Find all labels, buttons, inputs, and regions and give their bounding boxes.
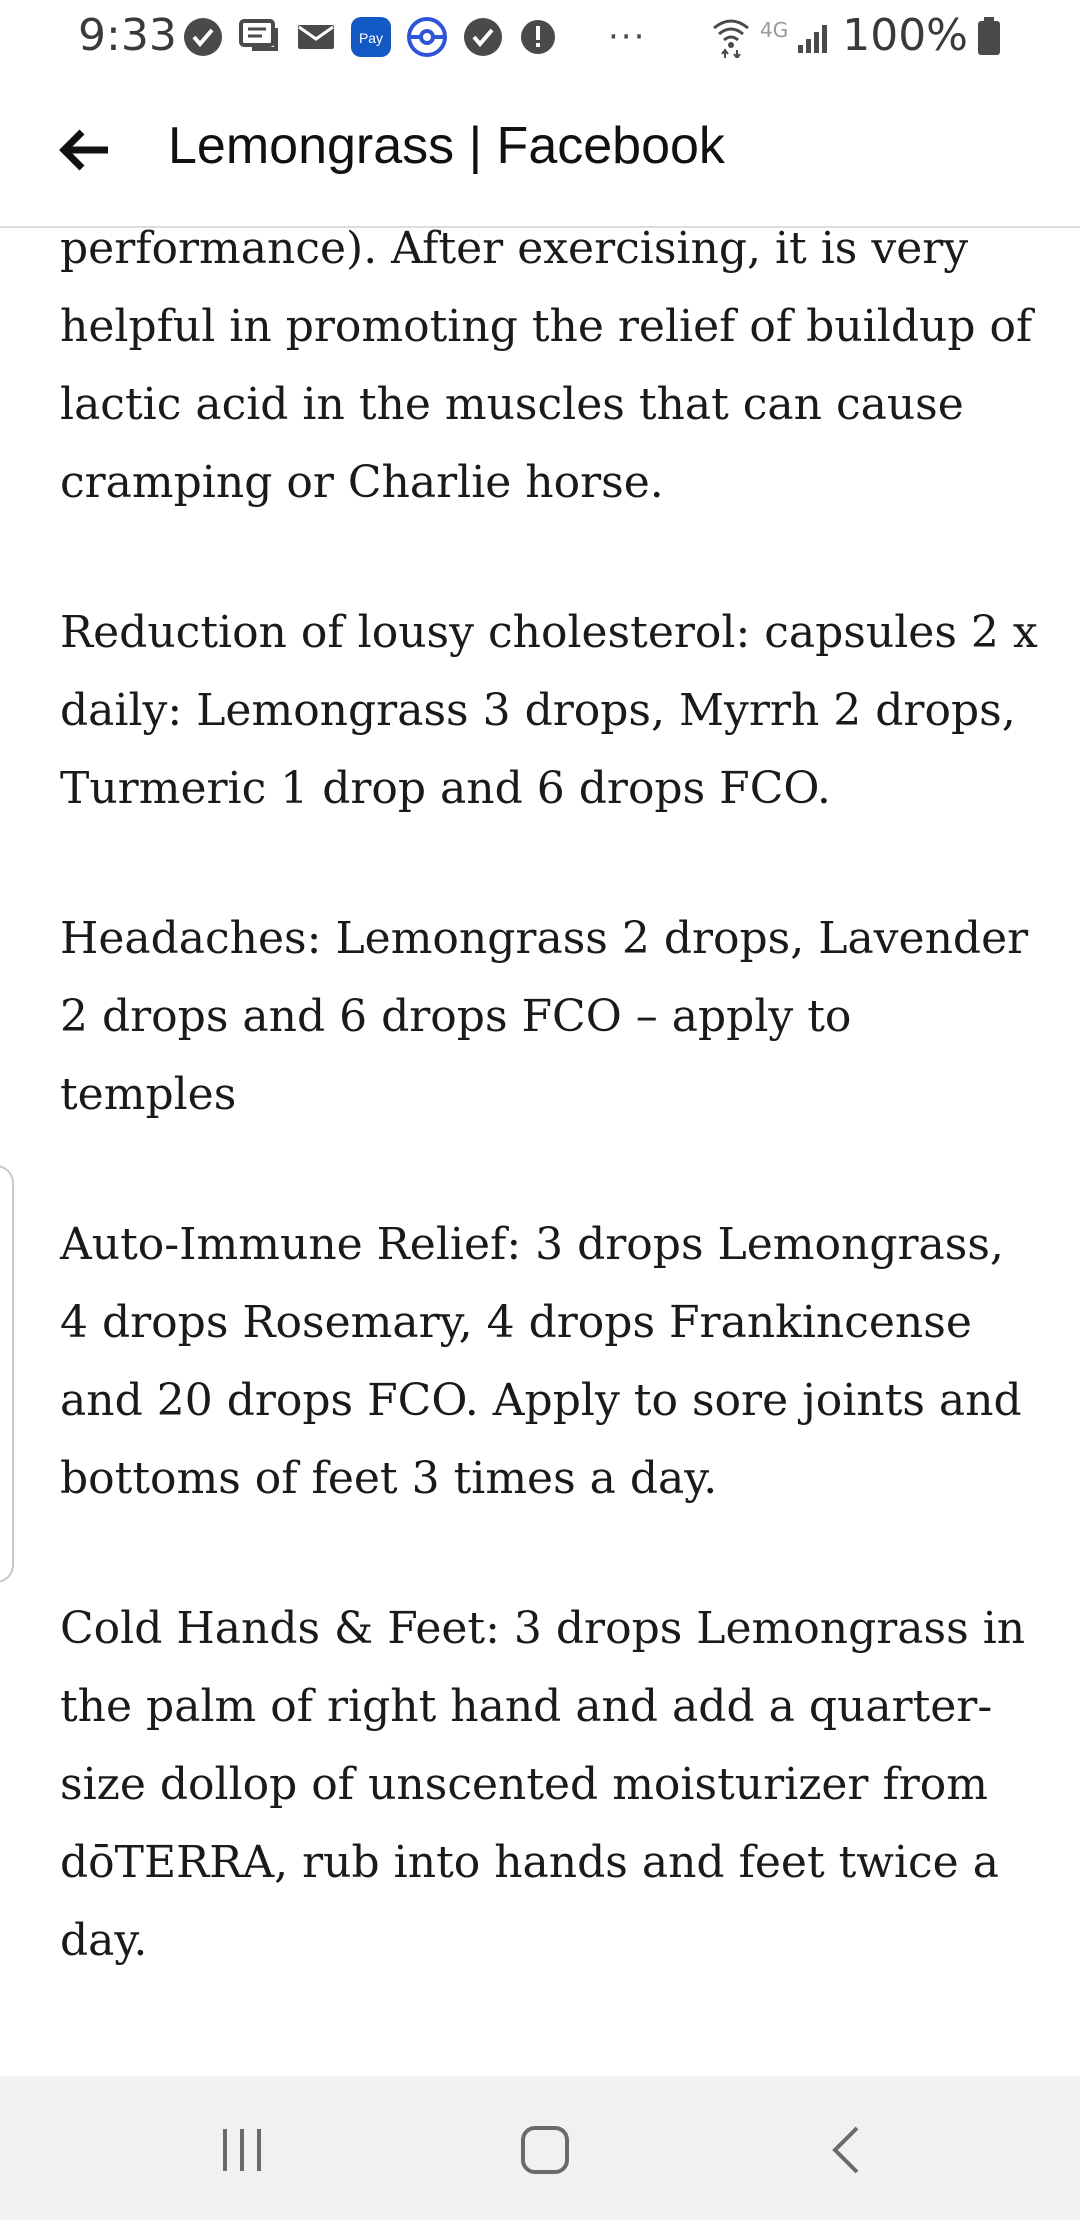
back-nav-icon [827,2124,867,2176]
check-circle-icon [182,16,224,58]
messages-icon [238,16,282,58]
back-button[interactable] [52,118,116,182]
recent-apps-icon [219,2125,267,2175]
article-paragraph: Headaches: Lemongrass 2 drops, Lavender 2 drops and 6 drops FCO – apply to temples [60,913,1029,1120]
more-notifications-icon: ··· [608,17,647,57]
navigation-bar [0,2076,1080,2220]
battery-percentage: 100% [842,10,968,61]
home-button[interactable] [510,2120,580,2180]
article-body [60,228,1040,2052]
status-indicators [710,10,1002,61]
pokeball-icon [406,16,448,58]
email-icon [296,17,336,57]
signal-icon [796,17,834,55]
article-paragraph: Reduction of lousy cholesterol: capsules 2 x daily: Lemongrass 3 drops, Myrrh 2 drops, Turmeric 1 drop and 6 drops FCO. [60,607,1038,814]
recent-apps-button[interactable] [208,2120,278,2180]
status-bar [0,0,1080,72]
page-title: Lemongrass | Facebook [168,117,725,175]
back-nav-button[interactable] [812,2120,882,2180]
status-time: 9:33 [78,10,177,61]
samsung-pay-icon [350,16,392,58]
article-content[interactable] [0,228,1080,2074]
app-header [0,72,1080,228]
alert-icon [518,17,558,57]
svg-text:Pay: Pay [358,30,384,46]
network-type: 4G [759,18,789,42]
notification-icons [182,16,646,58]
article-paragraph: Auto-Immune Relief: 3 drops Lemongrass, 4 drops Rosemary, 4 drops Frankincense and 20 drops FCO. Apply to sore joints and bottoms of feet 3 times a day. [60,1219,1022,1504]
arrow-left-icon [58,128,110,172]
wifi-icon [710,14,752,58]
home-icon [519,2124,571,2176]
battery-icon [976,16,1002,56]
article-paragraph: performance). After exercising, it is very helpful in promoting the relief of buildup of lactic acid in the muscles that can cause cramping or Charlie horse. [60,228,1033,508]
check-circle-icon [462,16,504,58]
edge-panel-handle[interactable] [0,1165,14,1583]
article-paragraph: Cold Hands & Feet: 3 drops Lemongrass in the palm of right hand and add a quarter-size dollop of unscented moisturizer from dōTERRA, rub into hands and feet twice a day. [60,1603,1026,1966]
